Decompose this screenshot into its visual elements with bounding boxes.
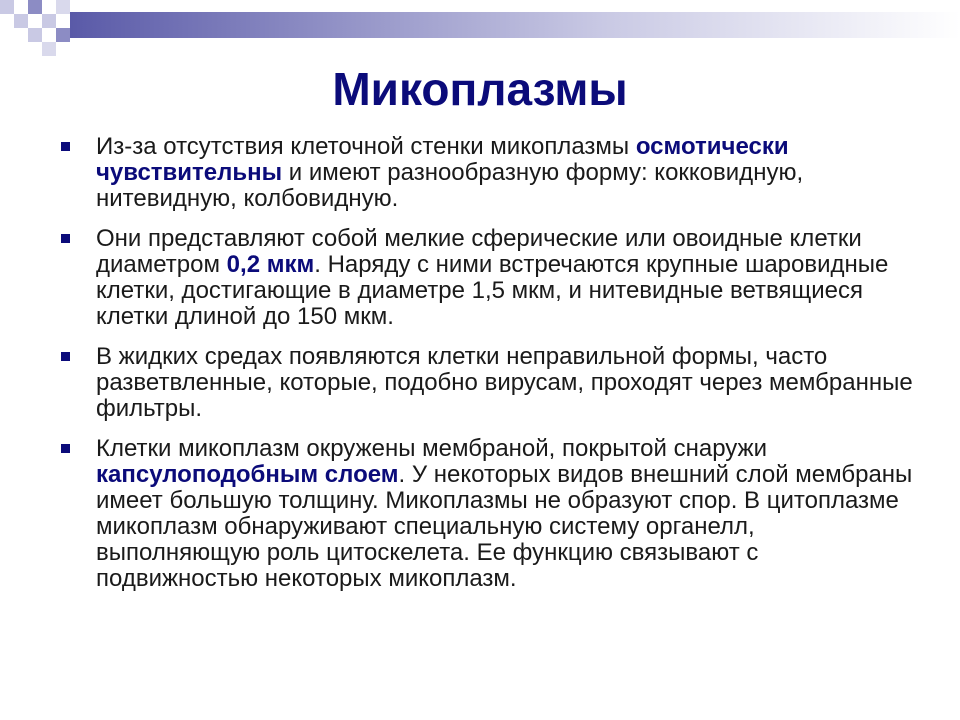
slide-header-decoration — [0, 0, 960, 60]
bullet-text: и имеют разнообразную форму: кокковидную, нитевидную, колбовидную. — [96, 159, 804, 212]
bullet-item — [58, 134, 918, 212]
bullet-list — [58, 134, 918, 592]
bullet-text: Клетки микоплазм окружены мембраной, покрытой снаружи — [96, 435, 768, 462]
bullet-item — [58, 344, 918, 422]
bullet-item — [58, 226, 918, 330]
bullet-highlight: капсулоподобным слоем — [96, 461, 399, 488]
bullet-text: . Наряду с ними встречаются крупные шаровидные клетки, достигающие в диаметре 1,5 мкм, и нитевидные ветвящиеся клетки длиной до 150 мкм. — [96, 251, 889, 330]
bullet-item — [58, 436, 918, 592]
bullet-text: . У некоторых видов внешний слой мембраны имеет большую толщину. Микоплазмы не образуют спор. В цитоплазме микоплазм обнаруживают специальную систему органелл, выполняющую роль цитоскелета. Ее функцию связывают с подвижностью некоторых микоплазм. — [96, 461, 913, 592]
bullet-text: Они представляют собой мелкие сферические или овоидные клетки диаметром — [96, 225, 862, 278]
bullet-highlight: 0,2 мкм — [226, 251, 315, 278]
square-bullet-icon — [61, 352, 70, 361]
bullet-text: В жидких средах появляются клетки неправильной формы, часто разветвленные, которые, подобно вирусам, проходят через мембранные фильтры. — [96, 343, 913, 422]
bullet-highlight: осмотически чувствительны — [96, 133, 789, 186]
square-bullet-icon — [61, 234, 70, 243]
slide-title: Микоплазмы — [332, 63, 628, 115]
bullet-text: Из-за отсутствия клеточной стенки микоплазмы — [96, 133, 636, 160]
square-bullet-icon — [61, 142, 70, 151]
square-bullet-icon — [61, 444, 70, 453]
